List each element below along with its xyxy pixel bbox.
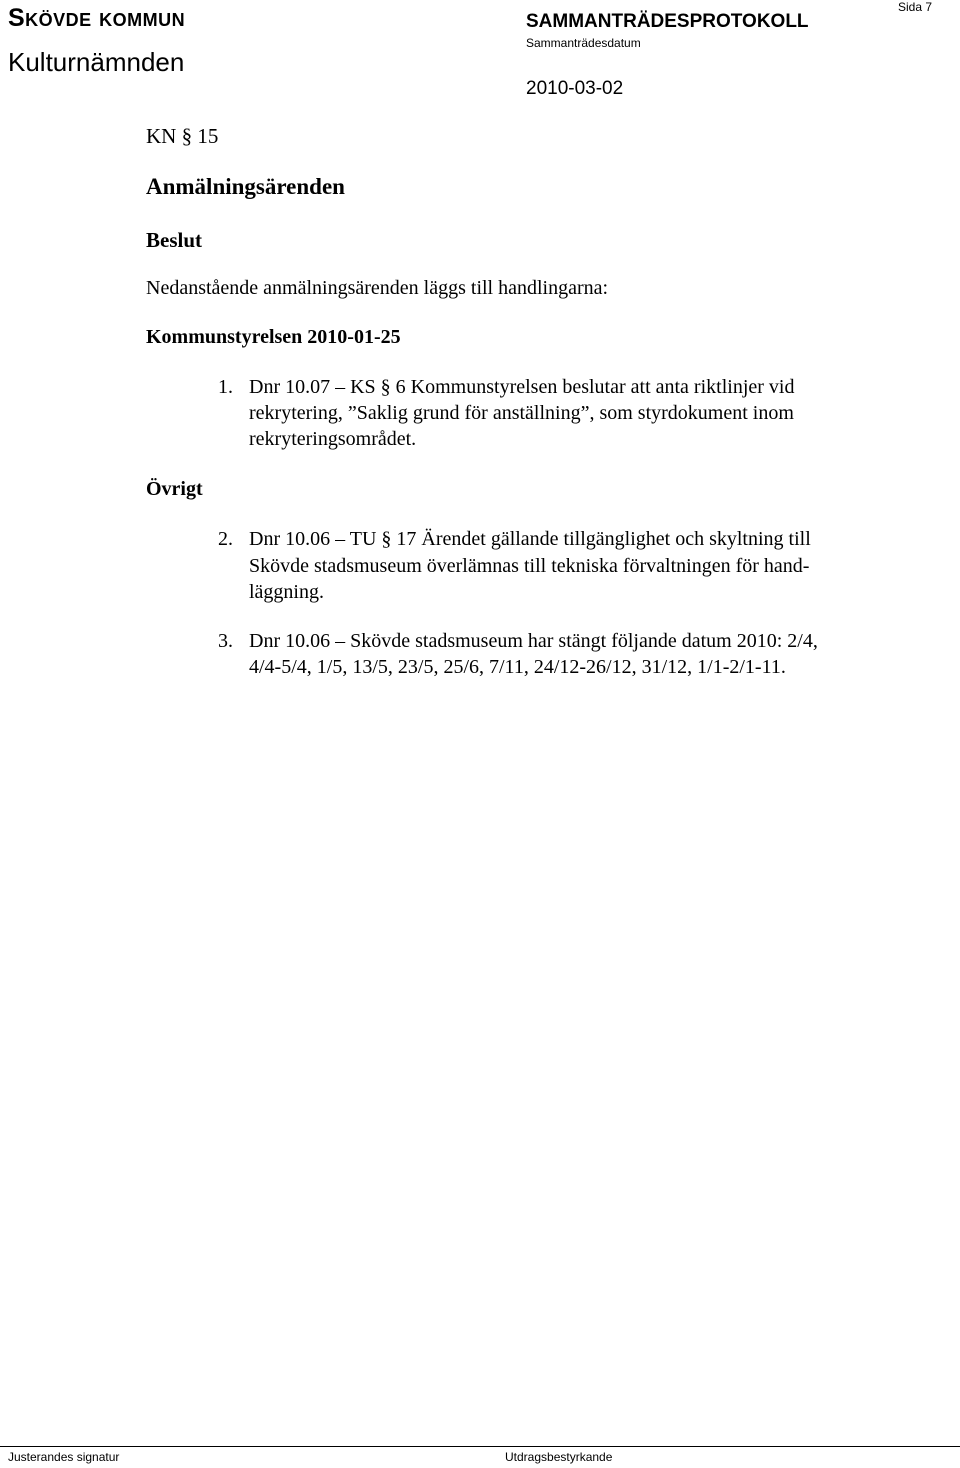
signature-label: Justerandes signatur xyxy=(8,1450,120,1464)
item-text-line: Skövde stadsmuseum överlämnas till tekniska förvaltningen för hand- xyxy=(249,555,810,577)
department-name: Kulturnämnden xyxy=(8,47,185,77)
meeting-date: 2010-03-02 xyxy=(526,78,624,99)
item-text-line: Dnr 10.06 – TU § 17 Ärendet gällande tillgänglighet och skyltning till xyxy=(249,528,811,550)
intro-text: Nedanstående anmälningsärenden läggs till handlingarna: xyxy=(146,277,609,299)
item-number: 3. xyxy=(218,630,233,652)
meeting-date-label: Sammanträdesdatum xyxy=(526,36,641,50)
section-title: Anmälningsärenden xyxy=(146,174,345,199)
group-heading: Kommunstyrelsen 2010-01-25 xyxy=(146,326,401,348)
item-text-line: rekrytering, ”Saklig grund för anställning”, som styrdokument inom xyxy=(249,402,794,424)
document-type: SAMMANTRÄDESPROTOKOLL xyxy=(526,11,809,32)
item-text-line: Dnr 10.06 – Skövde stadsmuseum har stängt följande datum 2010: 2/4, xyxy=(249,630,818,652)
item-text-line: läggning. xyxy=(249,581,324,603)
extract-verification-label: Utdragsbestyrkande xyxy=(505,1450,613,1464)
item-text-line: 4/4-5/4, 1/5, 13/5, 23/5, 25/6, 7/11, 24/12-26/12, 31/12, 1/1-2/1-11. xyxy=(249,656,786,678)
organization-logo-text: Skövde kommun xyxy=(8,4,186,32)
page-number: Sida 7 xyxy=(898,0,933,14)
decision-heading: Beslut xyxy=(146,228,203,252)
item-text-line: Dnr 10.07 – KS § 6 Kommunstyrelsen beslutar att anta riktlinjer vid xyxy=(249,376,795,398)
item-text-line: rekryteringsområdet. xyxy=(249,428,417,450)
footer-divider xyxy=(0,1446,960,1447)
paragraph-reference: KN § 15 xyxy=(146,124,219,148)
item-number: 2. xyxy=(218,528,233,550)
item-number: 1. xyxy=(218,376,233,398)
other-heading: Övrigt xyxy=(146,478,203,500)
